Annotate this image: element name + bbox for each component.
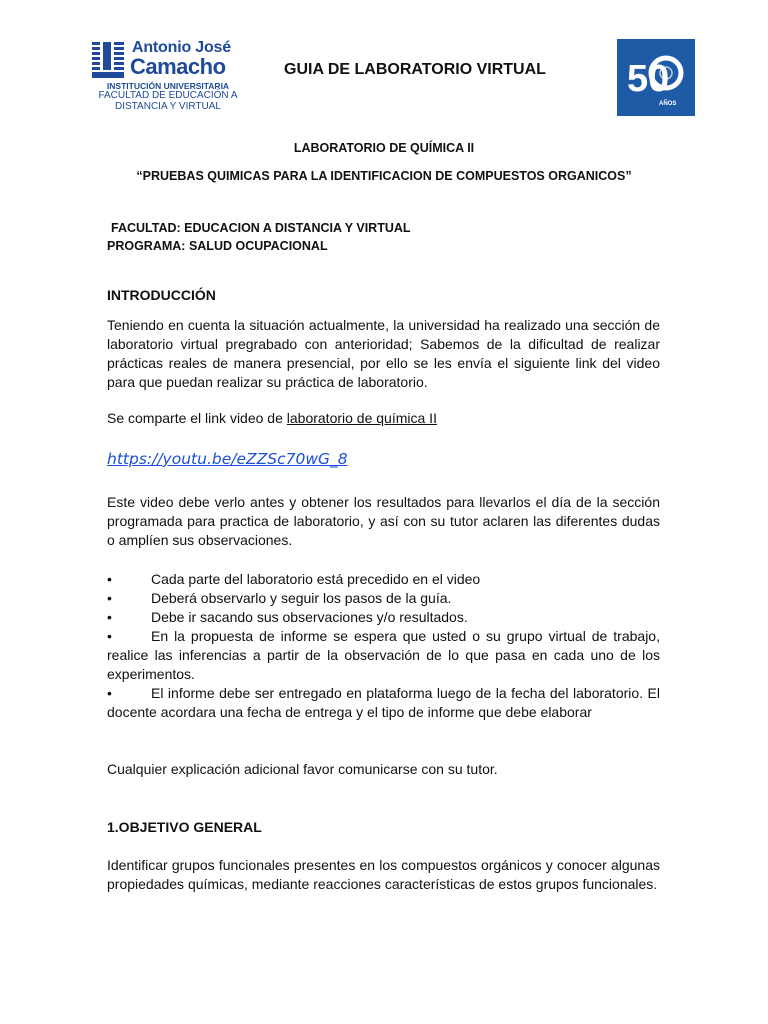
bullet-dot: • — [107, 609, 112, 625]
faculty-line: FACULTAD: EDUCACION A DISTANCIA Y VIRTUAL — [111, 221, 411, 235]
bullet-dot: • — [107, 685, 112, 701]
logo-name-line1: Antonio José — [132, 39, 231, 56]
logo-name-line2: Camacho — [130, 54, 226, 79]
bullet-dot: • — [107, 571, 112, 587]
bullet-item — [107, 570, 660, 589]
bullet-text: Cada parte del laboratorio está precedido en el video — [151, 571, 481, 587]
objective-heading: 1.OBJETIVO GENERAL — [107, 819, 262, 835]
bullet-dot: • — [107, 590, 112, 606]
video-url-link[interactable]: https://youtu.be/eZZSc70wG_8 — [107, 450, 348, 468]
closing-line: Cualquier explicación adicional favor comunicarse con su tutor. — [107, 761, 498, 777]
document-title: GUIA DE LABORATORIO VIRTUAL — [284, 61, 546, 78]
bullet-item — [107, 627, 660, 684]
bullet-text: El informe debe ser entregado en plataforma luego de la fecha del laboratorio. El docente acordara una fecha de entrega y el tipo de informe que debe elaborar — [107, 685, 660, 720]
bullet-text: Deberá observarlo y seguir los pasos de la guía. — [151, 590, 452, 606]
badge-number: 50 — [627, 58, 670, 100]
bullet-dot: • — [107, 628, 112, 644]
video-instructions-paragraph: Este video debe verlo antes y obtener los resultados para llevarlos el día de la sección programada para practica de laboratorio, y así con su tutor aclaren las diferentes dudas o amplíen sus observaciones. — [107, 494, 660, 548]
objective-paragraph: Identificar grupos funcionales presentes en los compuestos orgánicos y conocer algunas propiedades químicas, mediante reacciones características de estos grupos funcionales. — [107, 857, 660, 892]
bullet-item — [107, 589, 660, 608]
bullet-text: En la propuesta de informe se espera que usted o su grupo virtual de trabajo, realice las inferencias a partir de la observación de lo que pasa en cada uno de los experimentos. — [107, 628, 660, 682]
bullet-item — [107, 684, 660, 722]
bullet-text: Debe ir sacando sus observaciones y/o resultados. — [151, 609, 468, 625]
badge-text: AÑOS — [659, 101, 677, 107]
lab-subtitle: “PRUEBAS QUIMICAS PARA LA IDENTIFICACION DE COMPUESTOS ORGANICOS” — [136, 169, 632, 183]
bullet-item — [107, 608, 660, 627]
anniversary-50-icon — [617, 39, 695, 116]
share-line — [107, 410, 437, 426]
share-prefix: Se comparte el link video de — [107, 410, 287, 426]
program-line: PROGRAMA: SALUD OCUPACIONAL — [107, 239, 328, 253]
university-emblem-icon — [90, 40, 126, 80]
logo-faculty: FACULTAD DE EDUCACIÓN A DISTANCIA Y VIRTUAL — [98, 90, 238, 112]
university-logo — [88, 38, 248, 116]
intro-heading: INTRODUCCIÓN — [107, 287, 216, 303]
intro-paragraph: Teniendo en cuenta la situación actualmente, la universidad ha realizado una sección de laboratorio virtual pregrabado con anterioridad; Sabemos de la dificultad de realizar prácticas reales de manera presencial, por ello se les envía el siguiente link del video para que puedan realizar su práctica de laboratorio. — [107, 317, 660, 390]
lab-video-link-text[interactable]: laboratorio de química II — [286, 410, 437, 426]
anniversary-badge — [617, 39, 695, 116]
lab-name: LABORATORIO DE QUÍMICA II — [293, 141, 475, 155]
logo-institution: INSTITUCIÓN UNIVERSITARIA — [106, 81, 230, 91]
